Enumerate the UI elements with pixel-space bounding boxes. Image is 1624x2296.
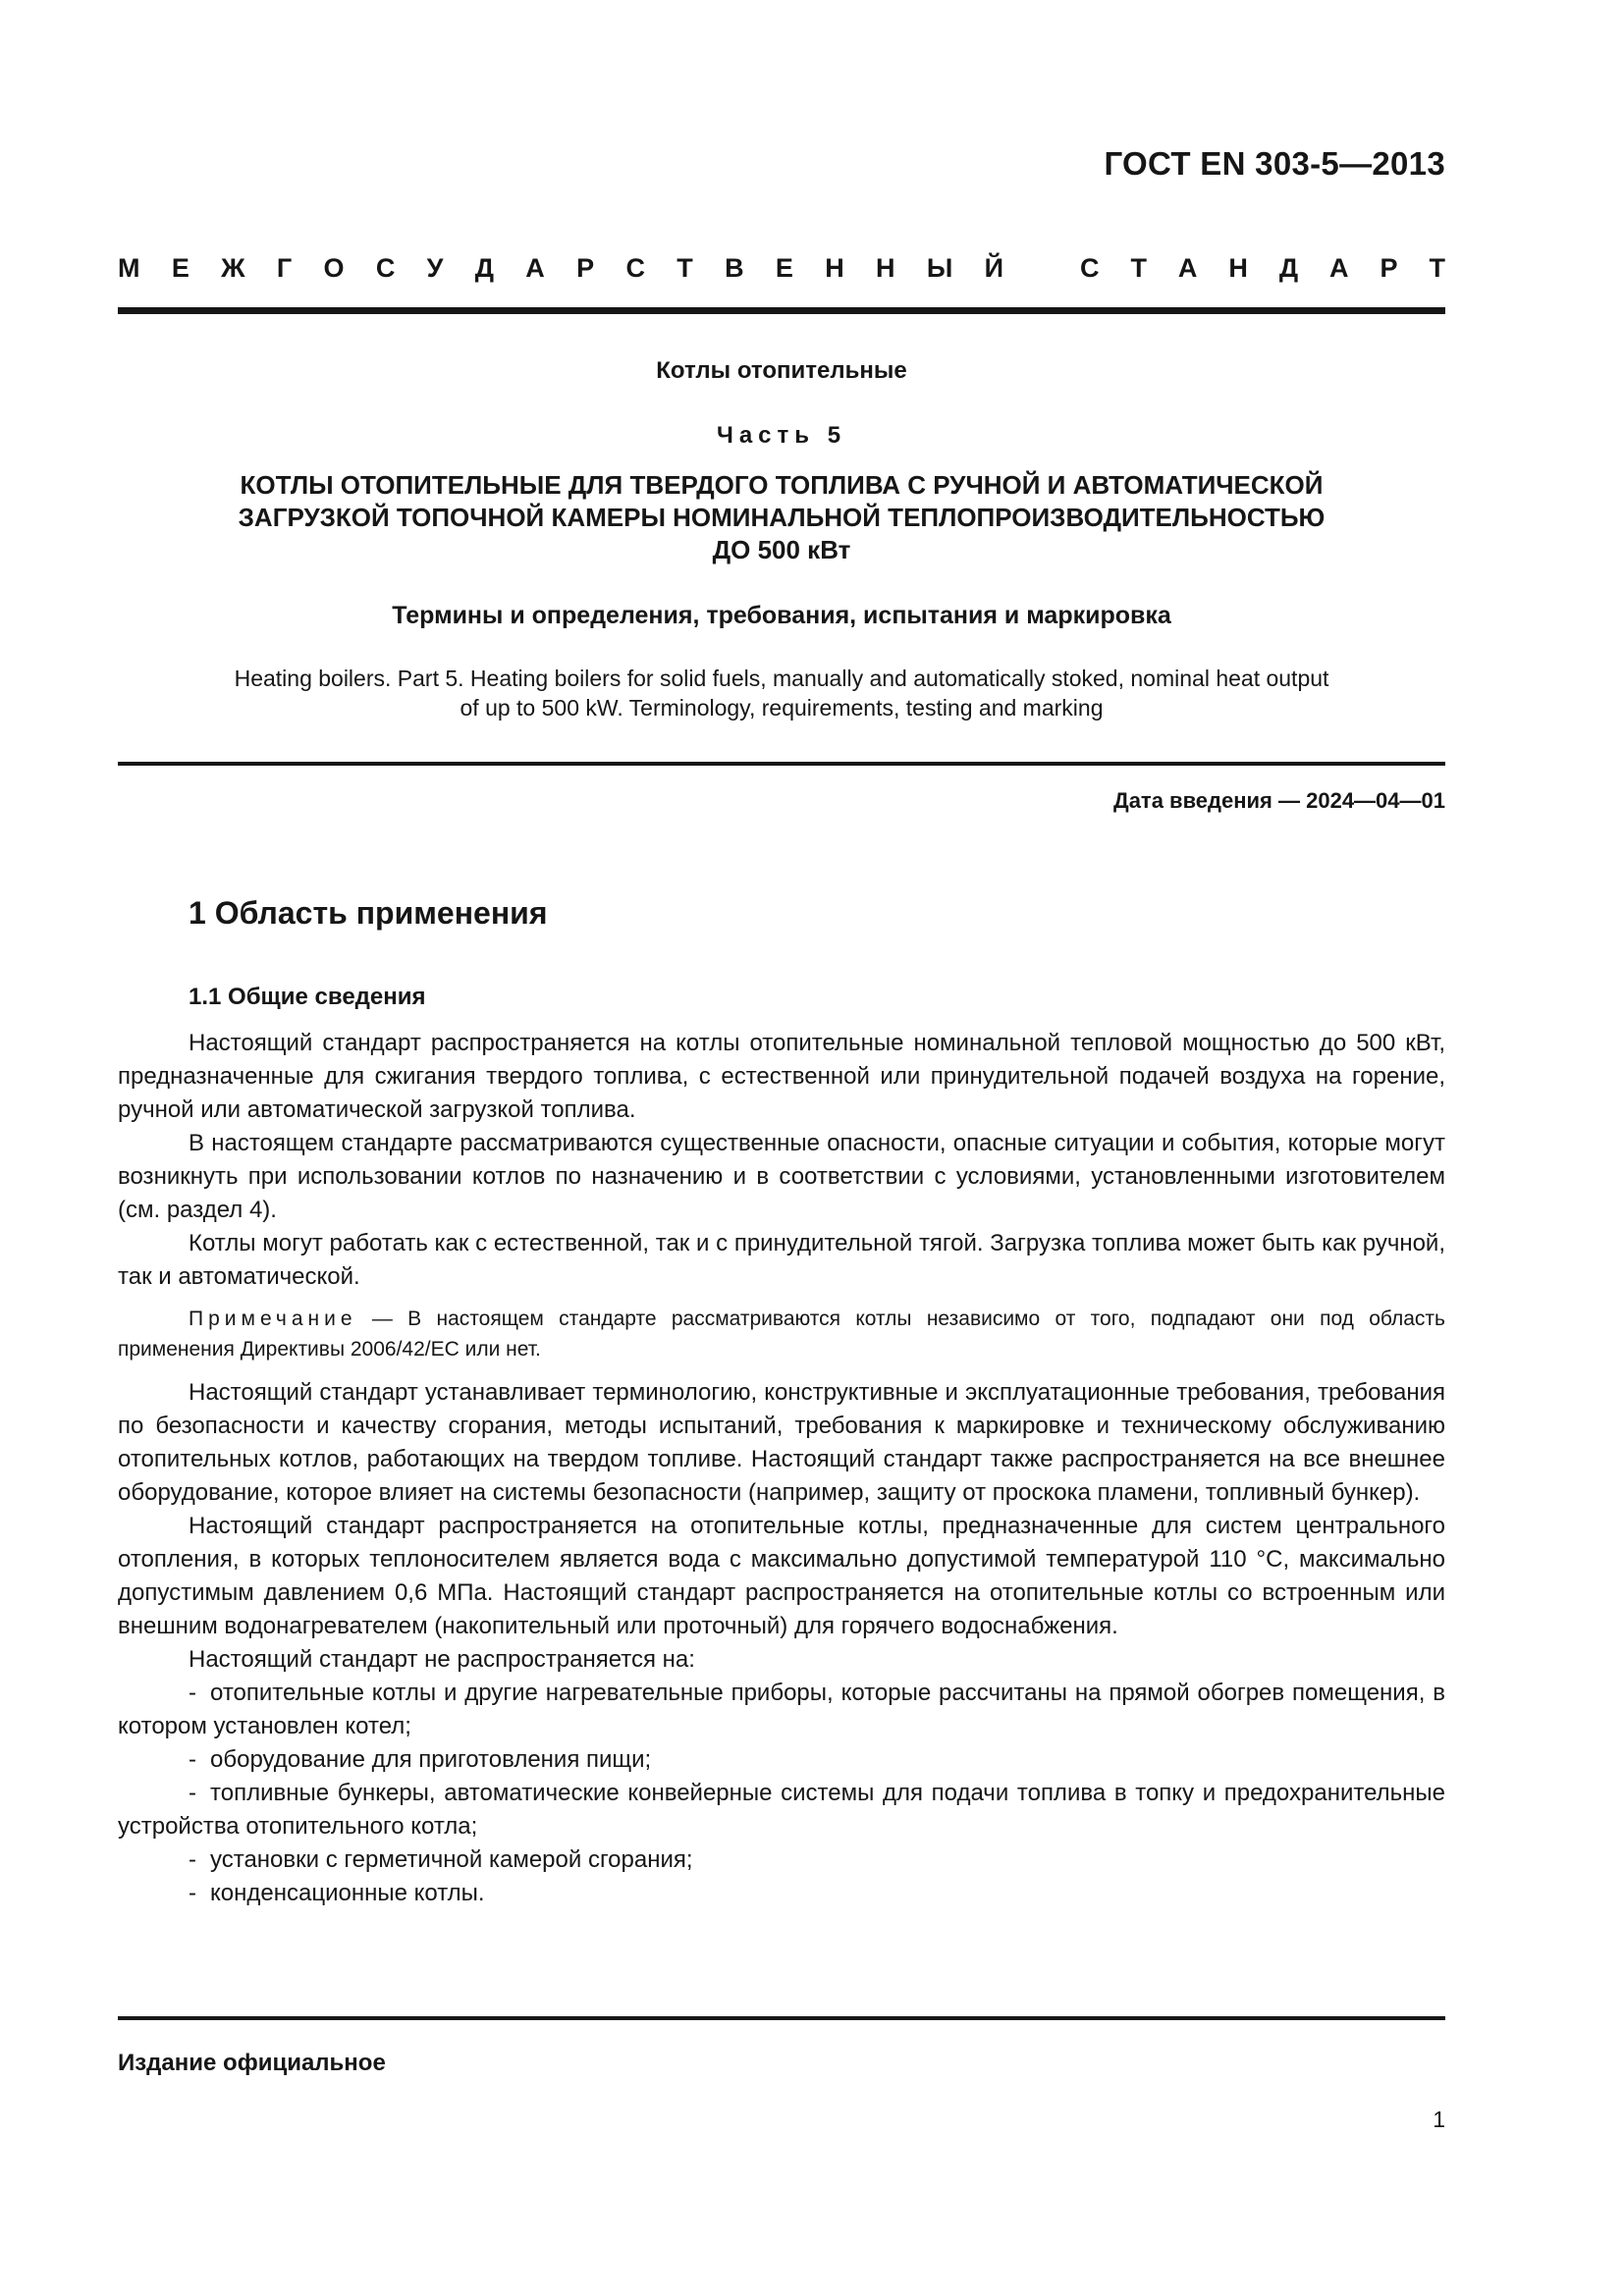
english-title xyxy=(118,664,1445,722)
bullet-dash: - xyxy=(189,1880,196,1906)
english-title-line: Heating boilers. Part 5. Heating boilers for solid fuels, manually and automatically stoked, nominal heat output xyxy=(234,666,1329,691)
standard-title-line: ДО 500 кВт xyxy=(712,535,851,564)
list-item xyxy=(118,1743,1445,1777)
list-item-text: топливные бункеры, автоматические конвейерные системы для подачи топлива в топку и предохранительные устройства отопительного котла; xyxy=(118,1780,1445,1840)
spaced-letter: В xyxy=(725,253,744,283)
spaced-letter: С xyxy=(1080,253,1100,283)
intro-date: Дата введения — 2024—04—01 xyxy=(1113,788,1445,813)
interstate-word xyxy=(118,253,1003,284)
list-item-text: конденсационные котлы. xyxy=(210,1880,485,1906)
standard-title-line: ЗАГРУЗКОЙ ТОПОЧНОЙ КАМЕРЫ НОМИНАЛЬНОЙ ТЕПЛОПРОИЗВОДИТЕЛЬНОСТЬЮ xyxy=(238,503,1326,532)
footer-rule xyxy=(118,2016,1445,2020)
official-edition-label: Издание официальное xyxy=(118,2050,386,2076)
spaced-letter: Й xyxy=(984,253,1003,283)
spaced-letter: У xyxy=(426,253,444,283)
paragraph: Настоящий стандарт распространяется на котлы отопительные номинальной тепловой мощностью до 500 кВт, предназначенные для сжигания твердого топлива, с естественной или принудительной подачей воздуха на горение, ручной или автоматической загрузкой топлива. xyxy=(118,1030,1445,1123)
spaced-letter: Е xyxy=(775,253,793,283)
spaced-letter: Е xyxy=(171,253,189,283)
spaced-letter: С xyxy=(375,253,396,283)
section-body xyxy=(118,1027,1445,1910)
paragraph: Настоящий стандарт не распространяется на: xyxy=(189,1646,695,1673)
spaced-letter: Ж xyxy=(221,253,245,283)
spaced-letter: М xyxy=(118,253,140,283)
spaced-letter: Д xyxy=(474,253,494,283)
spaced-letter: Р xyxy=(576,253,595,283)
standard-subtitle: Термины и определения, требования, испытания и маркировка xyxy=(392,602,1171,629)
part-label: Часть 5 xyxy=(716,422,847,449)
document-code: ГОСТ EN 303-5—2013 xyxy=(1104,145,1445,182)
note-label: Примечание xyxy=(189,1308,357,1330)
paragraph: Настоящий стандарт распространяется на отопительные котлы, предназначенные для систем центрального отопления, в которых теплоносителем является вода с максимально допустимой температурой 110 °С, максимально допустимым давлением 0,6 МПа. Настоящий стандарт распространяется на отопительные котлы со встроенным или внешним водонагревателем (накопительный или проточный) для горячего водоснабжения. xyxy=(118,1513,1445,1639)
spaced-letter: Т xyxy=(677,253,693,283)
spaced-letter: Д xyxy=(1278,253,1299,283)
bullet-dash: - xyxy=(189,1846,196,1873)
note xyxy=(118,1304,1445,1364)
spaced-letter: О xyxy=(323,253,345,283)
paragraph: В настоящем стандарте рассматриваются существенные опасности, опасные ситуации и события, которые могут возникнуть при использовании котлов по назначению и в соответствии с условиями, установленными изготовителем (см. раздел 4). xyxy=(118,1130,1445,1223)
interstate-standard-label xyxy=(118,253,1445,284)
header-rule xyxy=(118,307,1445,314)
list-item xyxy=(118,1677,1445,1743)
standard-title-line: КОТЛЫ ОТОПИТЕЛЬНЫЕ ДЛЯ ТВЕРДОГО ТОПЛИВА С РУЧНОЙ И АВТОМАТИЧЕСКОЙ xyxy=(240,470,1324,500)
document-page xyxy=(118,0,1445,2296)
spaced-letter: Р xyxy=(1380,253,1398,283)
exclusion-list xyxy=(118,1677,1445,1910)
spaced-letter: С xyxy=(625,253,645,283)
note-text: — В настоящем стандарте рассматриваются котлы независимо от того, подпадают они под область применения Директивы 2006/42/ЕС или нет. xyxy=(118,1308,1445,1361)
spaced-letter: Н xyxy=(876,253,895,283)
bullet-dash: - xyxy=(189,1780,196,1806)
subsection-heading: 1.1 Общие сведения xyxy=(189,984,426,1010)
standard-word xyxy=(1080,253,1445,284)
spaced-letter: Ы xyxy=(926,253,953,283)
spaced-letter: Н xyxy=(825,253,844,283)
list-item xyxy=(118,1777,1445,1843)
spaced-letter: А xyxy=(1329,253,1349,283)
list-item-text: установки с герметичной камерой сгорания; xyxy=(210,1846,693,1873)
standard-kind: Котлы отопительные xyxy=(656,357,907,384)
spaced-letter: Т xyxy=(1130,253,1147,283)
spaced-letter: Н xyxy=(1228,253,1248,283)
paragraph: Котлы могут работать как с естественной, так и с принудительной тягой. Загрузка топлива может быть как ручной, так и автоматической. xyxy=(118,1230,1445,1290)
title-rule xyxy=(118,762,1445,766)
section-heading: 1 Область применения xyxy=(189,895,548,931)
english-title-line: of up to 500 kW. Terminology, requirements, testing and marking xyxy=(460,695,1104,721)
spaced-letter: Т xyxy=(1429,253,1445,283)
bullet-dash: - xyxy=(189,1680,196,1706)
spaced-letter: Г xyxy=(276,253,293,283)
spaced-letter: А xyxy=(1177,253,1198,283)
page-number: 1 xyxy=(1433,2107,1445,2132)
paragraph: Настоящий стандарт устанавливает терминологию, конструктивные и эксплуатационные требования, требования по безопасности и качеству сгорания, методы испытаний, требования к маркировке и техническому обслуживанию отопительных котлов, работающих на твердом топливе. Настоящий стандарт также распространяется на все внешнее оборудование, которое влияет на системы безопасности (например, защиту от проскока пламени, топливный бункер). xyxy=(118,1379,1445,1506)
list-item xyxy=(118,1877,1445,1910)
list-item-text: оборудование для приготовления пищи; xyxy=(210,1746,652,1773)
bullet-dash: - xyxy=(189,1746,196,1773)
spaced-letter: А xyxy=(525,253,545,283)
standard-title xyxy=(118,469,1445,566)
list-item-text: отопительные котлы и другие нагревательные приборы, которые рассчитаны на прямой обогрев помещения, в котором установлен котел; xyxy=(118,1680,1445,1739)
list-item xyxy=(118,1843,1445,1877)
